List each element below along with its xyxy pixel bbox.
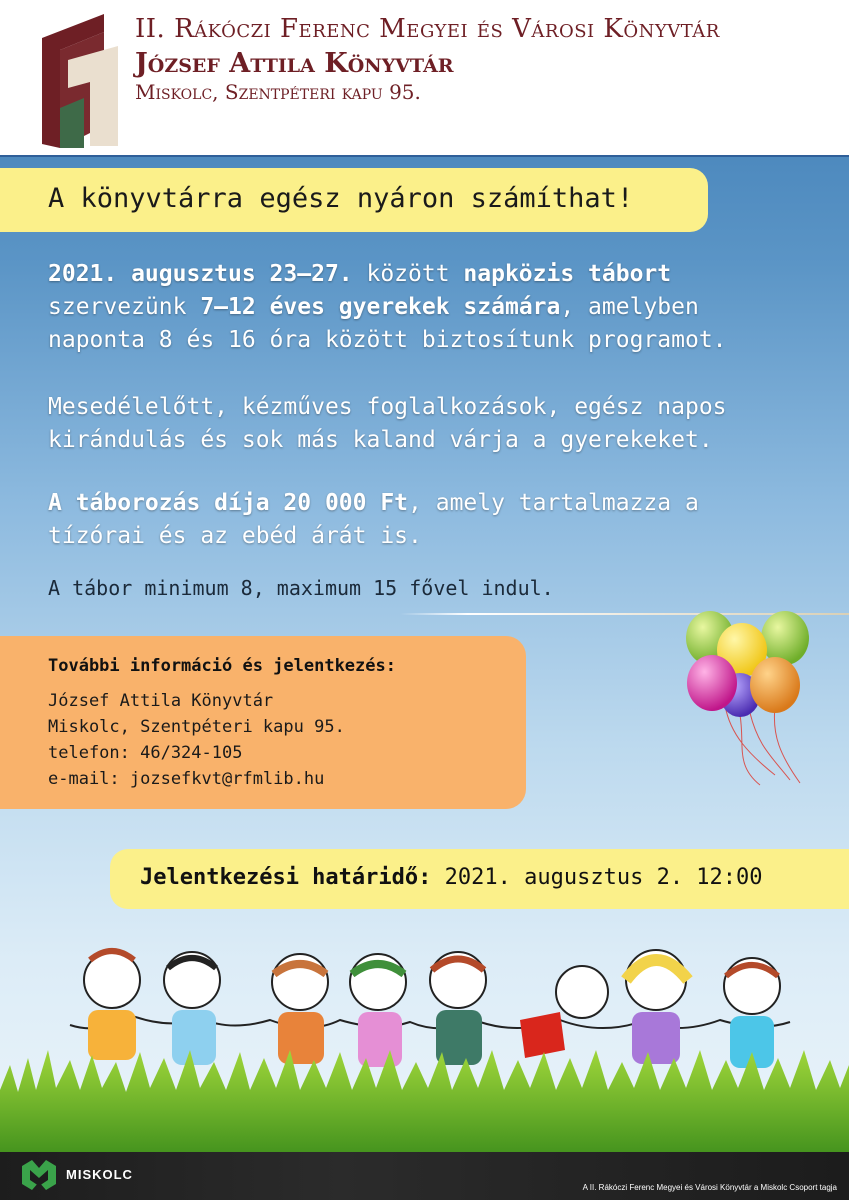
balloons-icon xyxy=(680,605,820,790)
fee-line2: tízórai és az ebéd árát is. xyxy=(48,523,422,549)
camp-description-line2 xyxy=(48,291,727,324)
camp-dates: 2021. augusztus 23–27. xyxy=(48,261,353,287)
contact-library: József Attila Könyvtár xyxy=(48,691,274,711)
branch-address: Miskolc, Szentpéteri kapu 95. xyxy=(135,80,421,104)
fee-description xyxy=(48,487,699,553)
program-description xyxy=(48,391,727,457)
page-title: A könyvtárra egész nyáron számíthat! xyxy=(48,183,634,214)
camp-age-group: 7–12 éves gyerekek számára xyxy=(200,294,561,320)
library-door-logo-icon xyxy=(38,10,123,150)
library-header xyxy=(0,0,849,155)
branch-name: József Attila Könyvtár xyxy=(135,48,454,79)
deadline-value: 2021. augusztus 2. 12:00 xyxy=(431,865,763,890)
title-band xyxy=(0,168,708,232)
camp-description-line3: naponta 8 és 16 óra között biztosítunk programot. xyxy=(48,327,727,353)
camp-fee: A táborozás díja 20 000 Ft xyxy=(48,490,409,516)
header-divider xyxy=(0,155,849,157)
contact-phone: telefon: 46/324-105 xyxy=(48,743,243,763)
children-holding-hands-illustration xyxy=(0,940,849,1160)
contact-address: Miskolc, Szentpéteri kapu 95. xyxy=(48,717,345,737)
camp-description xyxy=(48,258,727,357)
fee-line1 xyxy=(48,487,699,520)
camp-text: szervezünk xyxy=(48,294,201,320)
footer-brand: MISKOLC xyxy=(66,1167,133,1182)
footer-note: A II. Rákóczi Ferenc Megyei és Városi Könyvtár a Miskolc Csoport tagja xyxy=(582,1183,837,1192)
camp-description-line1 xyxy=(48,258,727,291)
program-line1: Mesedélelőtt, kézműves foglalkozások, egész napos xyxy=(48,394,727,420)
footer xyxy=(0,1152,849,1200)
contact-title: További információ és jelentkezés: xyxy=(48,656,396,676)
camp-text: között xyxy=(352,261,464,287)
contact-info-box xyxy=(0,636,526,809)
camp-type: napközis tábort xyxy=(463,261,672,287)
fee-text: , amely tartalmazza a xyxy=(408,490,699,516)
deadline-label: Jelentkezési határidő: xyxy=(140,865,432,890)
camp-text: , amelyben xyxy=(560,294,699,320)
participant-limit: A tábor minimum 8, maximum 15 fővel indul. xyxy=(48,576,554,600)
library-name: II. Rákóczi Ferenc Megyei és Városi Könyvtár xyxy=(135,14,720,44)
deadline xyxy=(140,865,763,890)
contact-email: e-mail: jozsefkvt@rfmlib.hu xyxy=(48,769,325,789)
deadline-band xyxy=(110,849,849,909)
program-line2: kirándulás és sok más kaland várja a gyerekeket. xyxy=(48,427,713,453)
miskolc-logo-icon xyxy=(22,1160,56,1190)
